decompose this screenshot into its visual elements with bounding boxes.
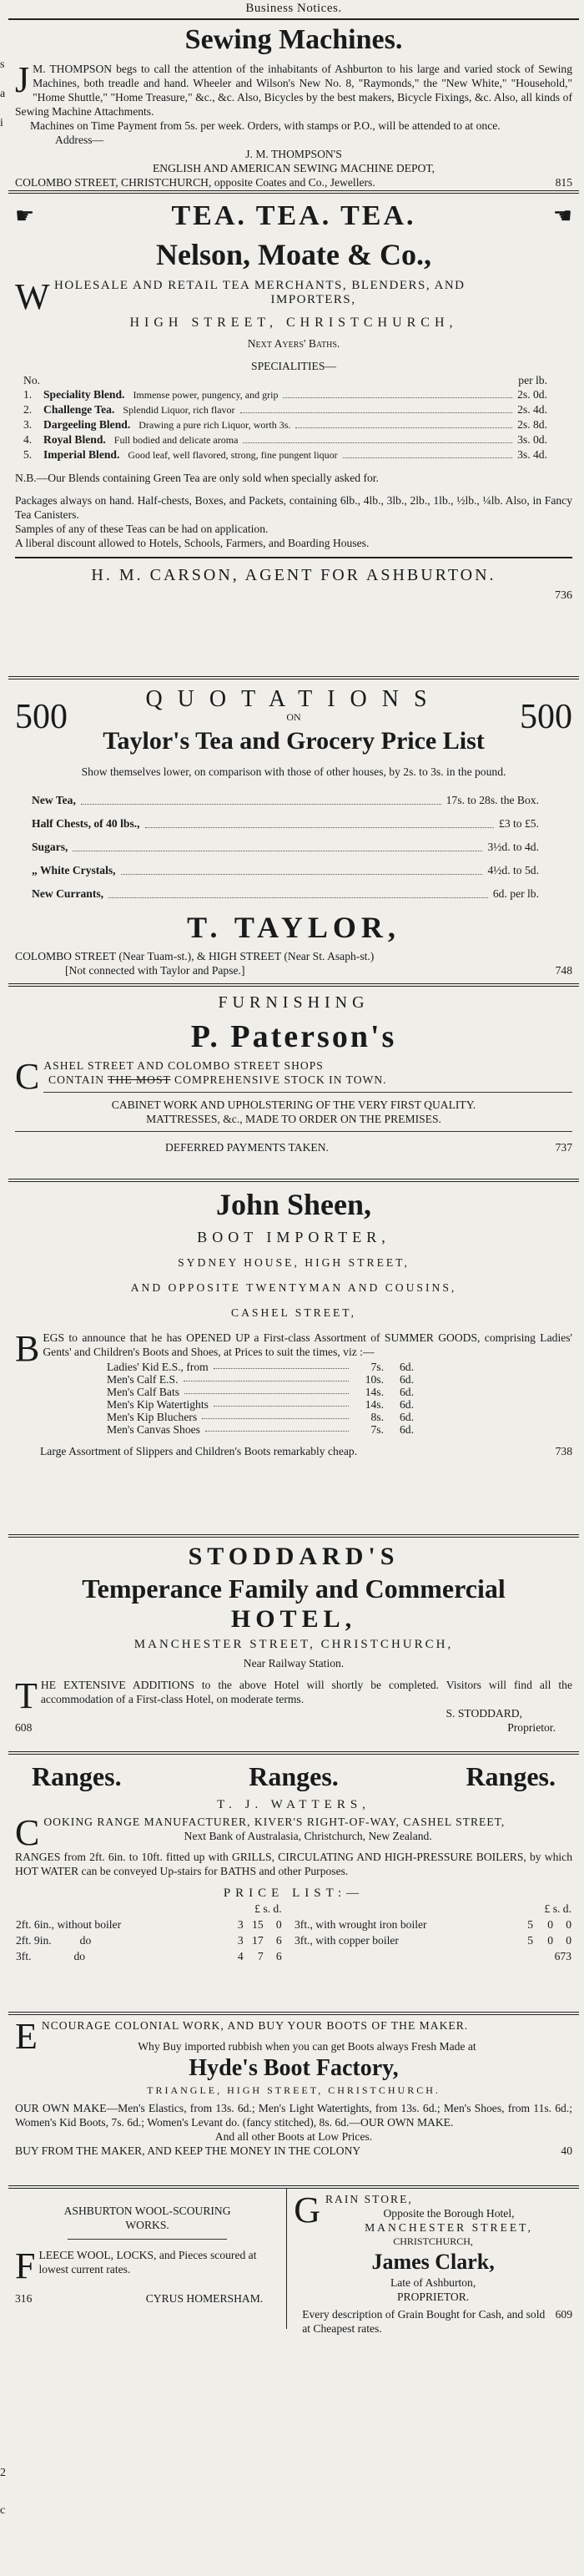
sheen-item-price: 7s. [370, 1423, 384, 1436]
range-pounds: 5 [527, 1918, 533, 1931]
money-head: £ s. d. [254, 1902, 282, 1915]
spacer [15, 1901, 226, 1917]
line2c: COMPREHENSIVE STOCK IN TOWN. [174, 1073, 387, 1086]
tea-firm: Nelson, Moate & Co., [156, 238, 431, 271]
sheen-item-price: 14s. [365, 1398, 384, 1411]
tea-item-name: Speciality Blend. [43, 388, 125, 401]
tea-item-row [23, 432, 564, 447]
taylor-name: T. TAYLOR, [187, 911, 400, 944]
tea-item-price: 3s. 4d. [517, 448, 547, 461]
taylor-item-name: Sugars, [32, 841, 68, 853]
range-pence: 6 [275, 1950, 282, 1962]
leader-dots [283, 387, 512, 398]
tea-item-desc: Splendid Liquor, rich flavor [123, 404, 235, 416]
tea-item-no: 1. [23, 388, 33, 401]
leader-dots [214, 1361, 349, 1369]
sheen-price-list [15, 1359, 572, 1436]
range-pounds: 5 [527, 1934, 533, 1947]
sheen-footer: Large Assortment of Slippers and Children's Boots remarkably cheap. [40, 1445, 358, 1457]
tea-banner-row [15, 197, 572, 234]
wool-foot-row [15, 2291, 279, 2306]
grain-late: Late of Ashburton, [390, 2276, 476, 2289]
quotations-word: QUOTATIONS [145, 686, 442, 712]
leader-dots [202, 1411, 349, 1419]
hyde-also: And all other Boots at Low Prices. [214, 2130, 373, 2143]
sewing-depot-line: ENGLISH AND AMERICAN SEWING MACHINE DEPOT, [152, 162, 435, 174]
sewing-depot-street [15, 175, 572, 189]
range-size: 3ft., with wrought iron boiler [295, 1918, 427, 1931]
ranges-price-heading: PRICE LIST:— [223, 1887, 365, 1900]
grain-l2: Opposite the Borough Hotel, [383, 2207, 515, 2220]
hyde-line1-text: NCOURAGE COLONIAL WORK, AND BUY YOUR BOOTS OF THE MAKER. [41, 2019, 469, 2032]
sheen-name: John Sheen, [215, 1188, 372, 1221]
ad-number: 748 [555, 964, 572, 977]
range-size: 2ft. 6in., without boiler [16, 1918, 122, 1931]
sheen-item-row [107, 1423, 414, 1436]
leader-dots [343, 447, 512, 458]
ranges-price-row [294, 1917, 572, 1932]
tea-item-row [23, 387, 564, 402]
sewing-address-label: Address— [55, 134, 104, 146]
ranges-price-table-left [15, 1901, 283, 1964]
sheen-item-price: 14s. [365, 1386, 384, 1398]
stoddard-name: STODDARD'S [188, 1543, 400, 1570]
wool-title2: WORKS. [125, 2219, 169, 2231]
stoddard-street: MANCHESTER STREET, CHRISTCHURCH, [133, 1638, 454, 1651]
furnishing-ad [8, 987, 579, 1179]
sheen-text: EGS to announce that he has OPENED UP a First-class Assortment of SUMMER GOODS, comprising Ladies' Gents' and Children's Boots and Shoes, at Prices to suit the times, viz :— [43, 1331, 572, 1358]
leader-dots [108, 882, 488, 898]
ad-number: 738 [555, 1445, 572, 1457]
sheen-item-price: 10s. [365, 1373, 384, 1386]
ranges-ad [8, 1755, 579, 2012]
taylor-item-price: 17s. to 28s. the Box. [446, 794, 539, 806]
ranges-price-row [15, 1917, 283, 1932]
ad-number: 815 [555, 176, 572, 189]
grain-l4: CHRISTCHURCH, [393, 2235, 473, 2247]
sheen-item-price: 7s. [370, 1361, 384, 1373]
ranges-body: RANGES from 2ft. 6in. to 10ft. fitted up with GRILLS, CIRCULATING AND HIGH-PRESSURE BOILERS, by which HOT WATER can be conveyed Up-stairs for BATHS and other Purposes. [15, 1851, 572, 1877]
spacer [294, 1901, 516, 1917]
drop-cap: C [15, 1812, 41, 1853]
edge-letter: s [0, 58, 5, 71]
leader-dots [81, 789, 441, 805]
sheen-item-pence: 6d. [400, 1386, 414, 1398]
tea-item-no: 2. [23, 403, 33, 416]
tea-item-desc: Drawing a pure rich Liquor, worth 3s. [138, 419, 291, 431]
edge-letter: i [0, 117, 3, 129]
taylor-item-row [32, 836, 539, 859]
taylor-500-left: 500 [15, 698, 68, 736]
taylor-500-right: 500 [520, 698, 572, 736]
hyde-body: OUR OWN MAKE—Men's Elastics, from 13s. 6d.; Men's Light Watertights, from 13s. 6d.; Men's Shoes, from 11s. 6d.; Women's Kid Boots, 7s. 6d.; Women's Levant do. (fancy stitched), 8s. 6d.—OUR OWN MAKE. [15, 2102, 572, 2129]
tea-item-no: 3. [23, 418, 33, 431]
range-pence: 0 [275, 1918, 282, 1931]
taylor-ad [8, 679, 579, 983]
grain-prop: PROPRIETOR. [396, 2291, 470, 2303]
sewing-text: M. THOMPSON begs to call the attention of the inhabitants of Ashburton to his large and varied stock of Sewing Machines, both treadle and hand. Wheeler and Wilson's New No. 8, "Raymonds," the "New White," "Household," "Home Shuttle," "Home Treasure," &c., &c. Also, Bicycles by the best makers, Bicycle Fixings, &c. Also, all kinds of Sewing Machine Attachments. [15, 63, 572, 118]
tea-discount: A liberal discount allowed to Hotels, Schools, Farmers, and Boarding Houses. [15, 537, 370, 549]
tea-item-no: 5. [23, 448, 33, 461]
sheen-trade: BOOT IMPORTER, [197, 1229, 390, 1245]
wool-scouring-ad [8, 2189, 287, 2329]
taylor-address: COLOMBO STREET (Near Tuam-st.), & HIGH STREET (Near St. Asaph-st.) [15, 950, 375, 962]
furnishing-line4: MATTRESSES, &c., MADE TO ORDER ON THE PREMISES. [146, 1113, 441, 1125]
page-header: Business Notices. [245, 2, 342, 15]
tea-item-left [23, 402, 235, 417]
sheen-item-name: Ladies' Kid E.S., from [107, 1361, 209, 1373]
range-size: 2ft. 9in. do [16, 1934, 92, 1947]
tea-item-price: 2s. 0d. [517, 388, 547, 401]
sheen-item-pence: 6d. [400, 1361, 414, 1373]
ranges-title-1: Ranges. [32, 1761, 122, 1791]
line1-text: ASHEL STREET AND COLOMBO STREET SHOPS [43, 1059, 324, 1072]
sheen-item-row [107, 1373, 414, 1386]
hyde-buy: BUY FROM THE MAKER, AND KEEP THE MONEY IN THE COLONY [15, 2144, 361, 2157]
leader-dots [121, 859, 483, 875]
taylor-item-price: 6d. per lb. [492, 887, 539, 900]
line2b-struck: THE MOST [108, 1073, 171, 1086]
stoddard-sig: S. STODDARD, [446, 1707, 522, 1720]
drop-cap: B [15, 1328, 40, 1369]
sewing-depot-name: J. M. THOMPSON'S [245, 148, 342, 160]
ranges-title-3: Ranges. [466, 1761, 556, 1791]
tea-items-list [15, 387, 572, 462]
sheen-footer-row [15, 1444, 572, 1458]
ranges-price-table-right [294, 1901, 572, 1964]
tea-col-heads [15, 373, 572, 387]
hyde-addr: TRIANGLE, HIGH STREET, CHRISTCHURCH. [147, 2084, 441, 2096]
ranges-trade-text: OOKING RANGE MANUFACTURER, KIVER'S RIGHT-OF-WAY, CASHEL STREET, [43, 1816, 506, 1828]
tea-spec-title: SPECIALITIES— [251, 360, 336, 372]
leader-dots [214, 1398, 349, 1407]
furnishing-line2 [15, 1073, 572, 1087]
tea-item-name: Royal Blend. [43, 433, 106, 446]
sewing-title: Sewing Machines. [184, 24, 403, 55]
ad-number: 608 [15, 1721, 33, 1734]
ad-number: 737 [555, 1141, 572, 1154]
leader-dots [73, 836, 482, 851]
sheen-item-name: Men's Calf E.S. [107, 1373, 179, 1386]
ranges-money-head-row [15, 1901, 283, 1917]
leader-dots [243, 432, 512, 443]
wool-sig: CYRUS HOMERSHAM. [145, 2292, 264, 2305]
tea-item-desc: Full bodied and delicate aroma [113, 434, 239, 446]
tea-item-left [23, 387, 278, 402]
ad-number: 673 [554, 1950, 571, 1962]
furnishing-line3: CABINET WORK AND UPHOLSTERING OF THE VERY FIRST QUALITY. [111, 1099, 476, 1111]
range-shillings: 0 [547, 1934, 553, 1947]
sheen-item-name: Men's Kip Watertights [107, 1398, 209, 1411]
tea-ad [8, 194, 579, 676]
depot-street-text: COLOMBO STREET, CHRISTCHURCH, opposite Coates and Co., Jewellers. [15, 176, 375, 189]
ad-number: 316 [15, 2292, 33, 2305]
tea-next: Next Ayers' Baths. [247, 337, 340, 350]
taylor-title: Taylor's Tea and Grocery Price List [103, 727, 485, 755]
sheen-opp: AND OPPOSITE TWENTYMAN AND COUSINS, [130, 1281, 457, 1294]
ranges-title-2: Ranges. [249, 1761, 339, 1791]
sheen-item-pence: 6d. [400, 1398, 414, 1411]
tea-nb: N.B.—Our Blends containing Green Tea are only sold when specially asked for. [15, 472, 379, 484]
tea-item-no: 4. [23, 433, 33, 446]
stoddard-text: HE EXTENSIVE ADDITIONS to the above Hotel will shortly be completed. Visitors will find all the accommodation of a First-class Hotel, on moderate terms. [40, 1679, 572, 1705]
tea-street: HIGH STREET, CHRISTCHURCH, [129, 316, 458, 330]
sheen-item-row [107, 1398, 414, 1411]
col-price: per lb. [518, 374, 547, 386]
tea-item-name: Dargeeling Blend. [43, 418, 131, 431]
edge-letter: 2 [0, 2467, 6, 2479]
leader-dots [145, 812, 495, 828]
ranges-money-head-row [294, 1901, 572, 1917]
range-shillings: 17 [252, 1934, 264, 1947]
taylor-note-row [15, 963, 572, 977]
grain-body: Every description of Grain Bought for Cash, and sold at Cheapest rates. [302, 2308, 546, 2335]
tea-item-left [23, 432, 238, 447]
ranges-price-row [15, 1932, 283, 1948]
tea-packages: Packages always on hand. Half-chests, Boxes, and Packets, containing 6lb., 4lb., 3lb., 2lb., 1lb., ½lb., ¼lb. Also, in Fancy Tea Canisters. [15, 494, 572, 521]
furnishing-heading: FURNISHING [218, 993, 370, 1012]
paterson-firm: P. Paterson's [190, 1019, 397, 1054]
ranges-price-tables [15, 1901, 572, 1964]
tea-banner: TEA. TEA. TEA. [171, 200, 416, 231]
sewing-terms: Machines on Time Payment from 5s. per week. Orders, with stamps or P.O., will be attended to at once. [30, 119, 501, 132]
leader-dots [184, 1373, 349, 1381]
taylor-price-list [15, 785, 572, 906]
taylor-intro: Show themselves lower, on comparison with those of other houses, by 2s. to 3s. in the pound. [81, 765, 506, 778]
range-shillings: 15 [252, 1918, 264, 1931]
sheen-item-row [107, 1361, 414, 1373]
range-pounds: 4 [237, 1950, 244, 1962]
taylor-500-row [15, 683, 572, 736]
ad-number: 609 [555, 2308, 572, 2321]
leader-dots [240, 402, 513, 413]
deferred-text: DEFERRED PAYMENTS TAKEN. [165, 1141, 329, 1154]
ranges-title-row [15, 1758, 572, 1795]
tea-item-price: 3s. 0d. [517, 433, 547, 446]
sheen-ad [8, 1182, 579, 1534]
leader-dots [184, 1386, 349, 1394]
grain-l1-text: RAIN STORE, [325, 2193, 413, 2205]
drop-cap: T [15, 1675, 38, 1716]
tea-item-row [23, 447, 564, 462]
drop-cap: W [15, 276, 52, 317]
hyde-buy-row [15, 2144, 572, 2158]
drop-cap: J [15, 59, 30, 100]
range-size: 3ft. do [16, 1950, 86, 1962]
taylor-note: [Not connected with Taylor and Papse.] [65, 964, 245, 977]
sheen-item-name: Men's Canvas Shoes [107, 1423, 200, 1436]
taylor-item-price: 3½d. to 4d. [487, 841, 539, 853]
ranges-price-row [294, 1932, 572, 1948]
taylor-item-price: 4½d. to 5d. [487, 864, 539, 876]
sheen-item-name: Men's Calf Bats [107, 1386, 180, 1398]
ranges-number-row [294, 1948, 572, 1964]
hyde-ad [8, 2015, 579, 2185]
sheen-item-pence: 6d. [400, 1373, 414, 1386]
stoddard-ad [8, 1538, 579, 1751]
sheen-item-pence: 6d. [400, 1423, 414, 1436]
range-shillings: 0 [547, 1918, 553, 1931]
grain-name: James Clark, [371, 2250, 495, 2274]
taylor-item-name: „ White Crystals, [32, 864, 116, 876]
newspaper-page [8, 0, 579, 2335]
leader-dots [295, 417, 512, 428]
sheen-house: SYDNEY HOUSE, HIGH STREET, [178, 1256, 410, 1269]
taylor-item-name: Half Chests, of 40 lbs., [32, 817, 140, 830]
tea-item-desc: Immense power, pungency, and grip [133, 389, 279, 401]
range-pence: 6 [275, 1934, 282, 1947]
col-no: No. [23, 374, 41, 386]
taylor-item-row [32, 789, 539, 812]
tea-item-name: Imperial Blend. [43, 448, 120, 461]
grain-body-row [294, 2307, 572, 2336]
taylor-item-name: New Tea, [32, 794, 76, 806]
range-pence: 0 [566, 1918, 571, 1931]
drop-cap: F [15, 2245, 36, 2286]
ranges-name: T. J. WATTERS, [217, 1798, 370, 1811]
bottom-columns [8, 2189, 579, 2335]
tea-item-left [23, 417, 290, 432]
stoddard-title2: HOTEL, [230, 1605, 357, 1633]
taylor-item-price: £3 to £5. [499, 817, 539, 830]
ranges-price-row [15, 1948, 283, 1964]
taylor-item-row [32, 882, 539, 906]
furnishing-deferred-row [15, 1140, 572, 1154]
leader-dots [205, 1423, 349, 1432]
tea-desc2: IMPORTERS, [270, 293, 356, 306]
range-pence: 0 [566, 1934, 571, 1947]
line2a: CONTAIN [48, 1073, 105, 1086]
tea-item-desc: Good leaf, well flavored, strong, fine pungent liquor [128, 449, 338, 461]
taylor-item-name: New Currants, [32, 887, 104, 900]
edge-letter: a [0, 88, 6, 100]
hyde-title: Hyde's Boot Factory, [189, 2055, 399, 2081]
range-pounds: 3 [237, 1934, 244, 1947]
sewing-body [15, 59, 572, 119]
stoddard-prop: Proprietor. [507, 1721, 556, 1734]
wool-text: LEECE WOOL, LOCKS, and Pieces scoured at lowest current rates. [38, 2249, 257, 2275]
sheen-item-row [107, 1386, 414, 1398]
tea-desc1: HOLESALE AND RETAIL TEA MERCHANTS, BLENDERS, AND [54, 279, 466, 292]
tea-item-price: 2s. 4d. [517, 403, 547, 416]
sewing-machines-ad [8, 20, 579, 190]
stoddard-foot-row [15, 1720, 572, 1735]
pointing-hand-right-icon: ☛ [15, 203, 35, 228]
tea-item-name: Challenge Tea. [43, 403, 115, 416]
tea-item-price: 2s. 8d. [517, 418, 547, 431]
wool-title1: ASHBURTON WOOL-SCOURING [63, 2205, 231, 2217]
sheen-item-name: Men's Kip Bluchers [107, 1411, 198, 1423]
sheen-item-row [107, 1411, 414, 1423]
ranges-next: Next Bank of Australasia, Christchurch, New Zealand. [184, 1830, 432, 1842]
sheen-street: CASHEL STREET, [231, 1306, 356, 1319]
wool-body [15, 2245, 279, 2286]
taylor-quotations [145, 686, 442, 725]
money-head: £ s. d. [544, 1902, 571, 1915]
stoddard-title1: Temperance Family and Commercial [82, 1573, 506, 1604]
tea-agent: H. M. CARSON, AGENT FOR ASHBURTON. [91, 566, 496, 584]
pointing-hand-left-icon: ☚ [552, 203, 572, 228]
taylor-item-row [32, 812, 539, 836]
ad-number: 736 [555, 589, 572, 602]
edge-letter: c [0, 2504, 6, 2517]
taylor-item-row [32, 859, 539, 882]
on-word: ON [286, 711, 301, 723]
ad-number: 40 [561, 2144, 572, 2157]
tea-item-row [23, 417, 564, 432]
hyde-why: Why Buy imported rubbish when you can get Boots always Fresh Made at [138, 2040, 476, 2053]
drop-cap: C [15, 1056, 41, 1097]
grain-store-ad [287, 2189, 579, 2335]
sheen-item-price: 8s. [370, 1411, 384, 1423]
tea-item-left [23, 447, 338, 462]
range-shillings: 7 [257, 1950, 264, 1962]
stoddard-near: Near Railway Station. [243, 1657, 345, 1669]
tea-samples: Samples of any of these Teas can be had on application. [15, 523, 269, 535]
range-pounds: 3 [237, 1918, 244, 1931]
drop-cap: E [15, 2016, 38, 2057]
grain-l3: MANCHESTER STREET, [365, 2221, 533, 2234]
drop-cap: G [294, 2190, 322, 2230]
sheen-item-pence: 6d. [400, 1411, 414, 1423]
range-size: 3ft., with copper boiler [295, 1934, 399, 1947]
tea-item-row [23, 402, 564, 417]
